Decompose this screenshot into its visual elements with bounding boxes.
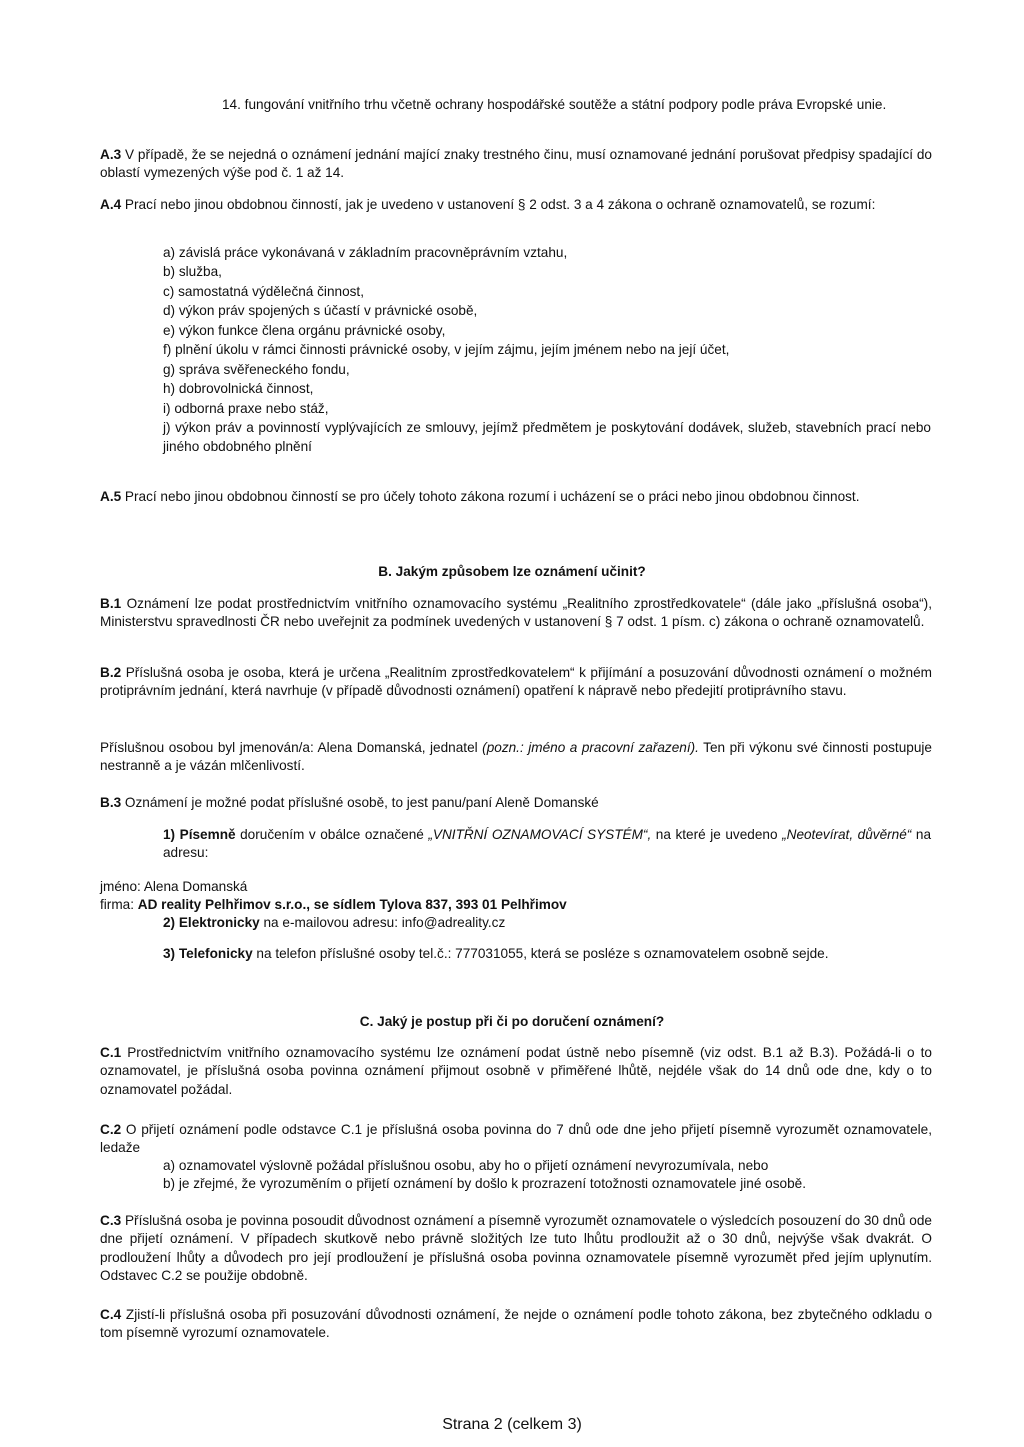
- paragraph-b3: [100, 794, 932, 812]
- label-c2: C.2: [100, 1122, 122, 1137]
- label-c1: C.1: [100, 1045, 122, 1060]
- paragraph-c2-a: a) oznamovatel výslovně požádal příslušnou osobu, aby ho o přijetí oznámení nevyrozumívala, nebo: [163, 1158, 769, 1173]
- paragraph-c3: [100, 1212, 932, 1286]
- text-c1: Prostřednictvím vnitřního oznamovacího systému lze oznámení podat ústně nebo písemně (viz odst. B.1 až B.3). Požádá-li o to oznamovatel, je příslušná osoba povinna oznámení přijmout osobně v přiměřené lhůtě, nejdéle však do 14 dnů ode dne, kdy o to oznamovatel požádal.: [100, 1045, 932, 1097]
- paragraph-c4: [100, 1306, 932, 1343]
- text-appointed-pre: Příslušnou osobou byl jmenován/a: Alena Domanská, jednatel: [100, 740, 483, 755]
- label-a4: A.4: [100, 197, 122, 212]
- text-c2: O přijetí oznámení podle odstavce C.1 je příslušná osoba povinna do 7 dnů ode dne jeho přijetí písemně vyrozumět oznamovatele, ledaže: [100, 1122, 932, 1156]
- method-phone-label: 3) Telefonicky: [163, 946, 253, 961]
- contact-firm: [100, 896, 932, 914]
- text-b3: Oznámení je možné podat příslušné osobě, to jest panu/paní Aleně Domanské: [121, 795, 599, 810]
- paragraph-c1: [100, 1044, 932, 1099]
- text-c4: Zjistí-li příslušná osoba při posuzování důvodnosti oznámení, že nejde o oznámení podle tohoto zákona, bez zbytečného odkladu o tom písemně vyrozumí oznamovatele.: [100, 1307, 932, 1341]
- list-item: f) plnění úkolu v rámci činnosti právnické osoby, v jejím zájmu, jejím jménem nebo na její účet,: [163, 342, 730, 358]
- text-a4: Prací nebo jinou obdobnou činností, jak je uvedeno v ustanovení § 2 odst. 3 a 4 zákona o ochraně oznamovatelů, se rozumí:: [121, 197, 876, 212]
- label-a3: A.3: [100, 147, 122, 162]
- method-phone: [163, 945, 931, 963]
- text-a3: V případě, že se nejedná o oznámení jednání mající znaky trestného činu, musí oznamované jednání porušovat předpisy spadající do oblastí vymezených výše pod č. 1 až 14.: [100, 147, 932, 181]
- list-item: d) výkon práv spojených s účastí v právnické osobě,: [163, 303, 478, 319]
- method-electronic-text: na e-mailovou adresu: info@adreality.cz: [259, 915, 506, 930]
- firm-label: firma:: [100, 897, 138, 912]
- text-b2: Příslušná osoba je osoba, která je určena „Realitním zprostředkovatelem“ k přijímání a posuzování důvodnosti oznámení o možném protiprávním jednání, která navrhuje (v případě důvodnosti oznámení) opatření k nápravě nebo předejití protiprávního stavu.: [100, 665, 932, 699]
- heading-section-c: C. Jaký je postup při či po doručení oznámení?: [359, 1014, 665, 1029]
- firm-name: AD reality Pelhřimov s.r.o., se sídlem Tylova 837, 393 01 Pelhřimov: [137, 897, 567, 912]
- text-c3: Příslušná osoba je povinna posoudit důvodnost oznámení a písemně vyrozumět oznamovatele o výsledcích posouzení do 30 dnů ode dne přijetí oznámení. V případech skutkově nebo právně složitých lze tuto lhůtu prodloužit až o 30 dnů, nejvýše však dvakrát. O prodloužení lhůty a důvodech pro její prodloužení je příslušná osoba povinna oznamovatele písemně vyrozumět před jejím uplynutím. Odstavec C.2 se použije obdobně.: [100, 1213, 932, 1284]
- heading-section-b: B. Jakým způsobem lze oznámení učinit?: [378, 564, 646, 579]
- text-appointed-post: Ten při výkonu své činnosti postupuje nestranně a je vázán mlčenlivostí.: [100, 740, 932, 774]
- method-written-text2: na které je uvedeno: [651, 827, 783, 842]
- text-b1: Oznámení lze podat prostřednictvím vnitřního oznamovacího systému „Realitního zprostředkovatele“ (dále jako „příslušná osoba“), Ministerstvu spravedlnosti ČR nebo uveřejnit za podmínek uvedených v ustanovení § 7 odst. 1 písm. c) zákona o ochraně oznamovatelů.: [100, 596, 932, 630]
- method-written-text3: na adresu:: [163, 827, 932, 861]
- paragraph-appointed-person: [100, 739, 932, 776]
- method-written-label: 1) Písemně: [163, 827, 236, 842]
- list-item: g) správa svěřeneckého fondu,: [163, 361, 350, 377]
- label-b2: B.2: [100, 665, 122, 680]
- paragraph-a3: [100, 146, 932, 183]
- envelope-note: „Neotevírat, důvěrné“: [782, 827, 912, 842]
- list-item: i) odborná praxe nebo stáž,: [163, 400, 329, 416]
- paragraph-a-item-14: 14. fungování vnitřního trhu včetně ochrany hospodářské soutěže a státní podpory podle práva Evropské unie.: [222, 97, 887, 112]
- paragraph-a5: [100, 488, 932, 506]
- method-electronic-label: 2) Elektronicky: [163, 915, 260, 930]
- label-a5: A.5: [100, 489, 122, 504]
- list-item: c) samostatná výdělečná činnost,: [163, 283, 364, 299]
- activity-list: [163, 244, 931, 457]
- method-phone-text: na telefon příslušné osoby tel.č.: 777031055, která se posléze s oznamovatelem osobně sejde.: [252, 946, 829, 961]
- paragraph-a4: [100, 196, 932, 214]
- paragraph-c2: [100, 1121, 932, 1158]
- list-item: a) závislá práce vykonávaná v základním pracovněprávním vztahu,: [163, 245, 568, 260]
- label-b3: B.3: [100, 795, 122, 810]
- text-appointed-note: (pozn.: jméno a pracovní zařazení).: [482, 740, 699, 755]
- method-electronic: [163, 914, 931, 932]
- list-item: b) služba,: [163, 264, 222, 280]
- contact-name: jméno: Alena Domanská: [100, 879, 248, 894]
- label-c4: C.4: [100, 1307, 122, 1322]
- list-item: j) výkon práv a povinností vyplývajících ze smlouvy, jejímž předmětem je poskytování dodávek, služeb, stavebních prací nebo jiného obdobného plnění: [163, 420, 931, 454]
- page-number-footer: Strana 2 (celkem 3): [442, 1416, 582, 1433]
- paragraph-b1: [100, 595, 932, 632]
- method-written-text: doručením v obálce označené: [235, 827, 429, 842]
- envelope-label: „VNITŘNÍ OZNAMOVACÍ SYSTÉM“,: [428, 827, 652, 842]
- label-b1: B.1: [100, 596, 122, 611]
- paragraph-c2-b: b) je zřejmé, že vyrozuměním o přijetí oznámení by došlo k prozrazení totožnosti oznamovatele jiné osobě.: [163, 1176, 806, 1191]
- paragraph-b2: [100, 664, 932, 701]
- method-written: [163, 826, 931, 863]
- list-item: e) výkon funkce člena orgánu právnické osoby,: [163, 322, 446, 338]
- list-item: h) dobrovolnická činnost,: [163, 381, 314, 397]
- text-a5: Prací nebo jinou obdobnou činností se pro účely tohoto zákona rozumí i ucházení se o práci nebo jinou obdobnou činnost.: [121, 489, 860, 504]
- label-c3: C.3: [100, 1213, 122, 1228]
